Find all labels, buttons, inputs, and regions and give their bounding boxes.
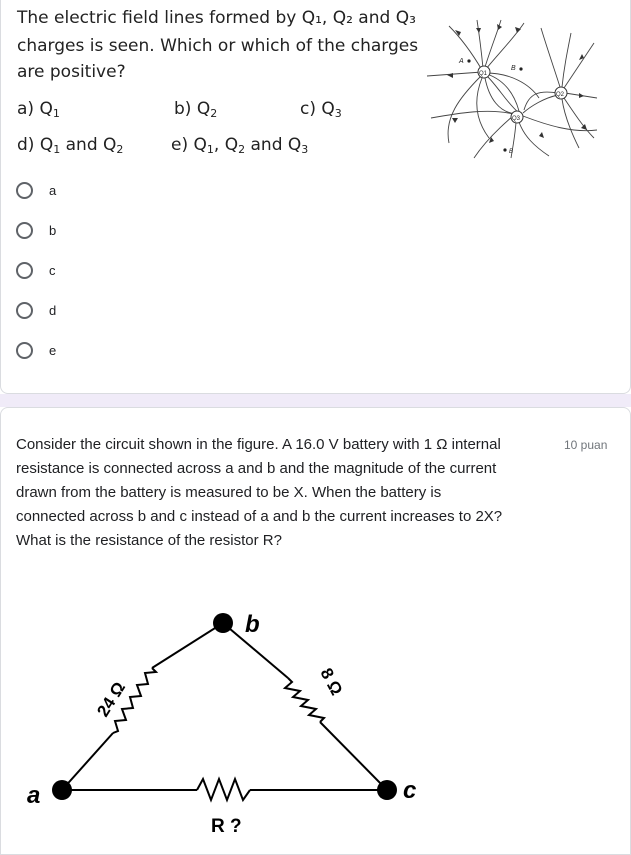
choice-d-text: d) $Q_1$ and $Q_2$	[17, 135, 124, 156]
question2-line-1: Consider the circuit shown in the figure. A 16.0 V battery with 1 Ω internal	[16, 436, 501, 453]
radio-circle-c[interactable]	[16, 262, 33, 279]
radio-label-e: e	[49, 342, 57, 358]
choice-b-text: b) $Q_2$	[174, 99, 218, 120]
radio-circle-e[interactable]	[16, 342, 33, 359]
radio-option-a[interactable]	[16, 178, 56, 202]
node-b-dot	[213, 613, 233, 633]
question2-line-4: connected across b and c instead of a and b the current increases to 2X?	[16, 508, 503, 525]
radio-option-c[interactable]	[16, 258, 56, 282]
points-badge: 10 puan	[564, 438, 608, 452]
card-separator	[0, 394, 631, 407]
resistor-r-label: R ?	[211, 816, 242, 837]
node-a-dot	[52, 780, 72, 800]
question2-line-5: What is the resistance of the resistor R?	[16, 532, 282, 549]
point-a-label: A	[459, 58, 464, 65]
circuit-diagram	[0, 590, 631, 850]
radio-label-d: d	[49, 302, 57, 318]
point-a-dot	[467, 59, 470, 62]
choice-a-text: a) $Q_1$	[17, 99, 60, 120]
choice-c-text: c) $Q_3$	[300, 99, 342, 120]
charge-q3-label: Q3	[512, 116, 521, 122]
radio-label-c: c	[49, 262, 56, 278]
question1-line-1: The electric field lines formed by Q₁, Q₂ and Q₃	[17, 8, 416, 28]
radio-label-a: a	[49, 182, 57, 198]
node-c-dot	[377, 780, 397, 800]
point-b-bottom-dot	[503, 148, 506, 151]
resistor-8-label: 8 Ω	[316, 664, 347, 699]
radio-label-b: b	[49, 222, 57, 238]
point-b-top-dot	[519, 67, 522, 70]
resistor-24-label: 24 Ω	[93, 678, 130, 721]
node-b-label: b	[245, 611, 260, 638]
radio-circle-a[interactable]	[16, 182, 33, 199]
radio-option-e[interactable]	[16, 338, 56, 362]
point-b-bottom-label: B	[509, 149, 514, 155]
charge-q2-label: Q2	[556, 92, 565, 98]
node-c-label: c	[403, 777, 417, 804]
question1-line-3: are positive?	[17, 62, 126, 82]
question-card-1	[0, 0, 631, 394]
question2-line-2: resistance is connected across a and b and the magnitude of the current	[16, 460, 497, 477]
radio-circle-b[interactable]	[16, 222, 33, 239]
point-b-top-label: B	[511, 65, 516, 72]
field-lines-figure	[419, 18, 599, 163]
choice-e-text: e) $Q_1$, $Q_2$ and $Q_3$	[171, 135, 309, 156]
node-a-label: a	[27, 782, 41, 809]
radio-option-d[interactable]	[16, 298, 56, 322]
radio-option-b[interactable]	[16, 218, 56, 242]
question1-line-2: charges is seen. Which or which of the charges	[17, 36, 419, 56]
charge-q1-label: Q1	[479, 71, 488, 77]
question2-line-3: drawn from the battery is measured to be X. When the battery is	[16, 484, 442, 501]
radio-circle-d[interactable]	[16, 302, 33, 319]
